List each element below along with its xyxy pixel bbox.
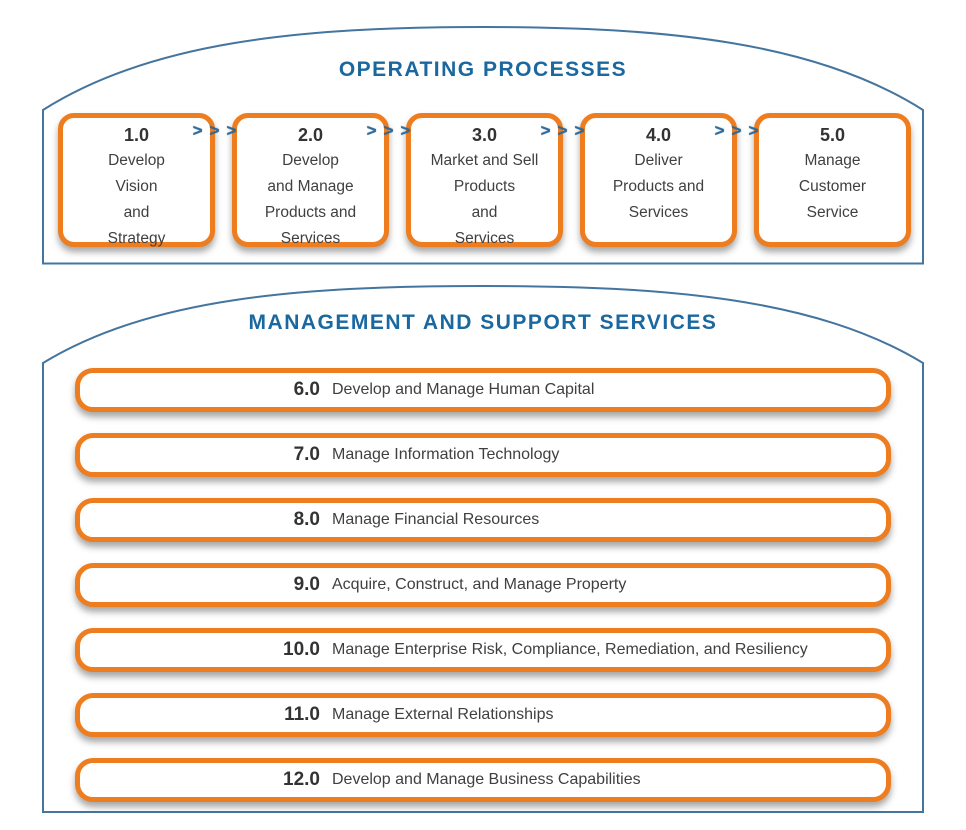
service-label: Manage Financial Resources [332,511,540,528]
service-number: 8.0 [293,509,320,530]
process-number: 2.0 [297,125,324,145]
process-box-text-line: Develop [108,152,165,169]
process-box-text-line: Products and [612,178,705,195]
process-box-text [63,148,210,252]
process-box-text [411,148,558,252]
process-number: 3.0 [471,125,498,145]
service-label: Develop and Manage Human Capital [332,381,595,398]
service-bar [75,433,891,477]
flow-chevrons-icon: >>> [192,121,244,140]
process-box-text-line: Market and Sell [430,152,539,169]
service-bar [75,758,891,802]
operating-process-boxes-row [58,113,911,247]
process-box [754,113,911,247]
service-label: Develop and Manage Business Capabilities [332,771,641,788]
process-box [580,113,766,247]
process-box-text-line: and [123,204,150,221]
process-number: 5.0 [819,125,846,145]
service-label: Manage Enterprise Risk, Compliance, Remediation, and Resiliency [332,641,808,658]
process-box-text-line: Manage [804,152,861,169]
process-box-text [759,148,906,226]
operating-processes-title: OPERATING PROCESSES [338,58,628,81]
service-number: 9.0 [293,574,320,595]
process-box [58,113,244,247]
service-label: Manage External Relationships [332,706,554,723]
flow-chevrons-icon: >>> [540,121,592,140]
process-box-text-line: Services [628,204,689,221]
process-box-text [585,148,732,226]
process-box-text-line: Deliver [634,152,683,169]
process-box-text-line: Service [806,204,859,221]
process-box-text [237,148,384,252]
process-box-text-line: Customer [798,178,867,195]
service-bar [75,628,891,672]
service-number: 7.0 [293,444,320,465]
process-box-text-line: Strategy [107,230,166,247]
process-box-text-line: Vision [115,178,158,195]
service-bar [75,368,891,412]
process-number: 1.0 [123,125,150,145]
service-number: 11.0 [284,704,320,725]
process-box-text-line: Services [280,230,341,247]
service-bar [75,498,891,542]
process-box-text-line: and Manage [267,178,354,195]
process-box-text-line: Develop [282,152,339,169]
process-box [232,113,418,247]
service-bar [75,693,891,737]
management-support-services-title: MANAGEMENT AND SUPPORT SERVICES [248,311,718,334]
flow-chevrons-icon: >>> [366,121,418,140]
service-number: 12.0 [283,769,320,790]
process-box [406,113,592,247]
service-number: 6.0 [293,379,320,400]
service-label: Acquire, Construct, and Manage Property [332,576,627,593]
service-bar [75,563,891,607]
support-service-bars-column [75,368,891,823]
process-box-text-line: Products [453,178,516,195]
process-box-text-line: Products and [264,204,357,221]
service-number: 10.0 [283,639,320,660]
process-number: 4.0 [645,125,672,145]
flow-chevrons-icon: >>> [714,121,766,140]
process-box-text-line: and [471,204,498,221]
process-box-text-line: Services [454,230,515,247]
service-label: Manage Information Technology [332,446,560,463]
